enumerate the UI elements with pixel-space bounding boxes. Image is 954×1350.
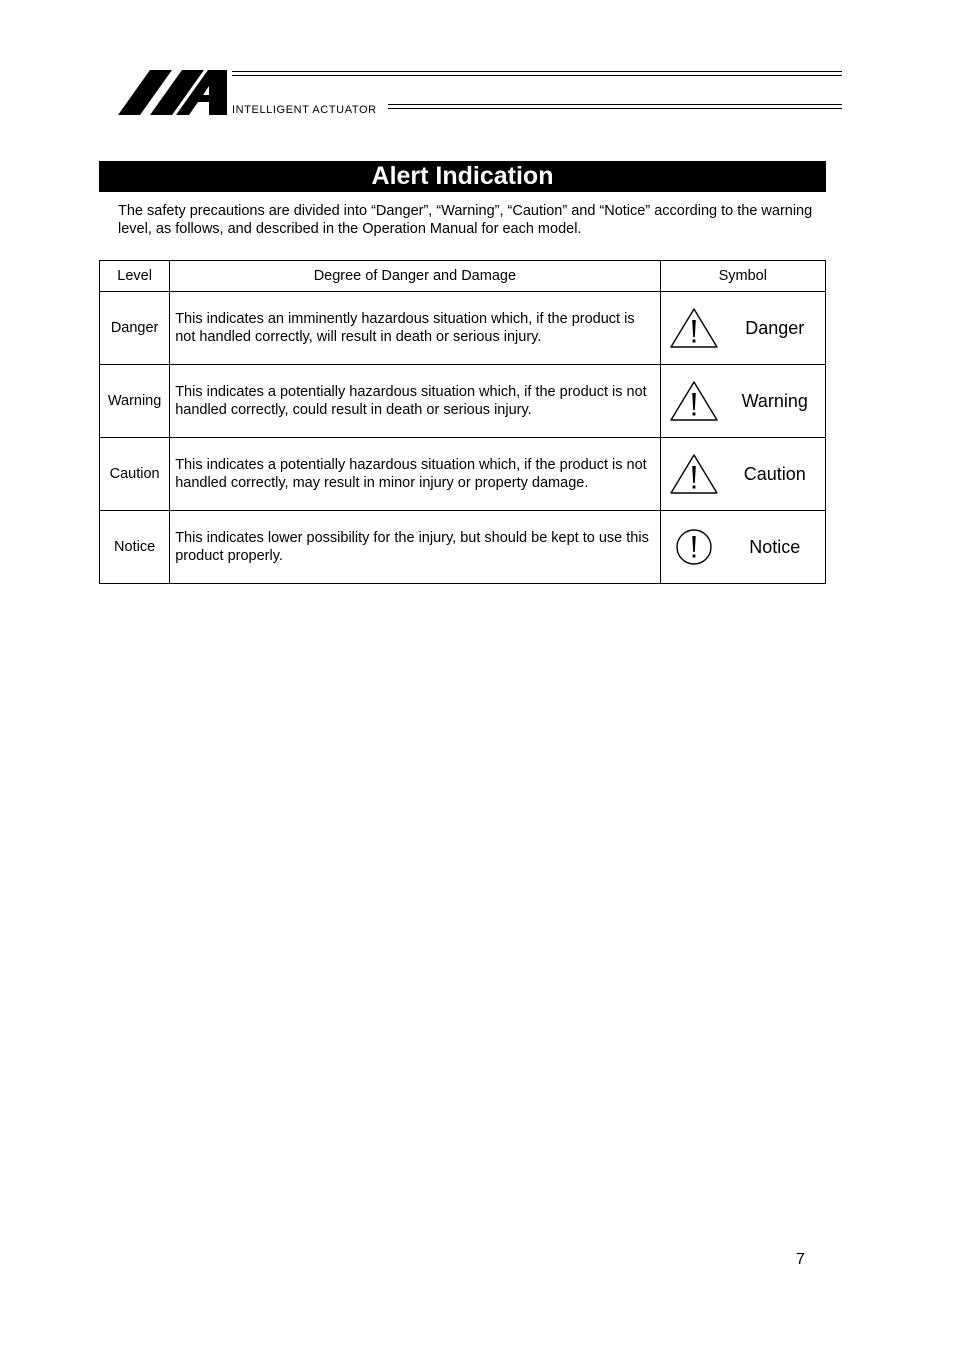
warning-triangle-icon <box>669 453 719 495</box>
table-header-row <box>100 261 826 292</box>
symbol-cell <box>660 438 825 511</box>
symbol-label: Notice <box>749 536 801 557</box>
description-cell: This indicates an imminently hazardous situation which, if the product is not handled correctly, will result in death or serious injury. <box>170 292 660 365</box>
table-row <box>100 292 826 365</box>
brand-text: INTELLIGENT ACTUATOR <box>232 104 377 116</box>
description-cell: This indicates a potentially hazardous situation which, if the product is not handled correctly, may result in minor injury or property damage. <box>170 438 660 511</box>
page-header <box>116 68 846 120</box>
column-header-level: Level <box>100 261 170 292</box>
table-row <box>100 511 826 584</box>
page-title: Alert Indication <box>99 161 826 192</box>
symbol-label: Caution <box>743 463 806 484</box>
intro-paragraph: The safety precautions are divided into “Danger”, “Warning”, “Caution” and “Notice” according to the warning level, as follows, and described in the Operation Manual for each model. <box>118 203 813 237</box>
symbol-cell <box>660 292 825 365</box>
header-rule <box>232 71 842 72</box>
level-cell: Danger <box>100 292 170 365</box>
symbol-label: Warning <box>741 390 808 411</box>
warning-triangle-icon <box>669 380 719 422</box>
alert-table <box>99 260 826 584</box>
symbol-label: Danger <box>745 317 805 338</box>
description-cell: This indicates lower possibility for the injury, but should be kept to use this product properly. <box>170 511 660 584</box>
description-cell: This indicates a potentially hazardous situation which, if the product is not handled correctly, could result in death or serious injury. <box>170 365 660 438</box>
column-header-degree: Degree of Danger and Damage <box>170 261 660 292</box>
iai-logo-icon <box>116 68 228 116</box>
header-rule <box>388 108 842 109</box>
level-cell: Warning <box>100 365 170 438</box>
warning-triangle-icon <box>669 307 719 349</box>
table-row <box>100 365 826 438</box>
header-rule <box>388 104 842 105</box>
column-header-symbol: Symbol <box>660 261 825 292</box>
page-number: 7 <box>796 1251 805 1268</box>
table-row <box>100 438 826 511</box>
symbol-cell <box>660 511 825 584</box>
level-cell: Notice <box>100 511 170 584</box>
exclamation-circle-icon <box>674 527 714 567</box>
symbol-cell <box>660 365 825 438</box>
level-cell: Caution <box>100 438 170 511</box>
header-rule <box>232 75 842 76</box>
